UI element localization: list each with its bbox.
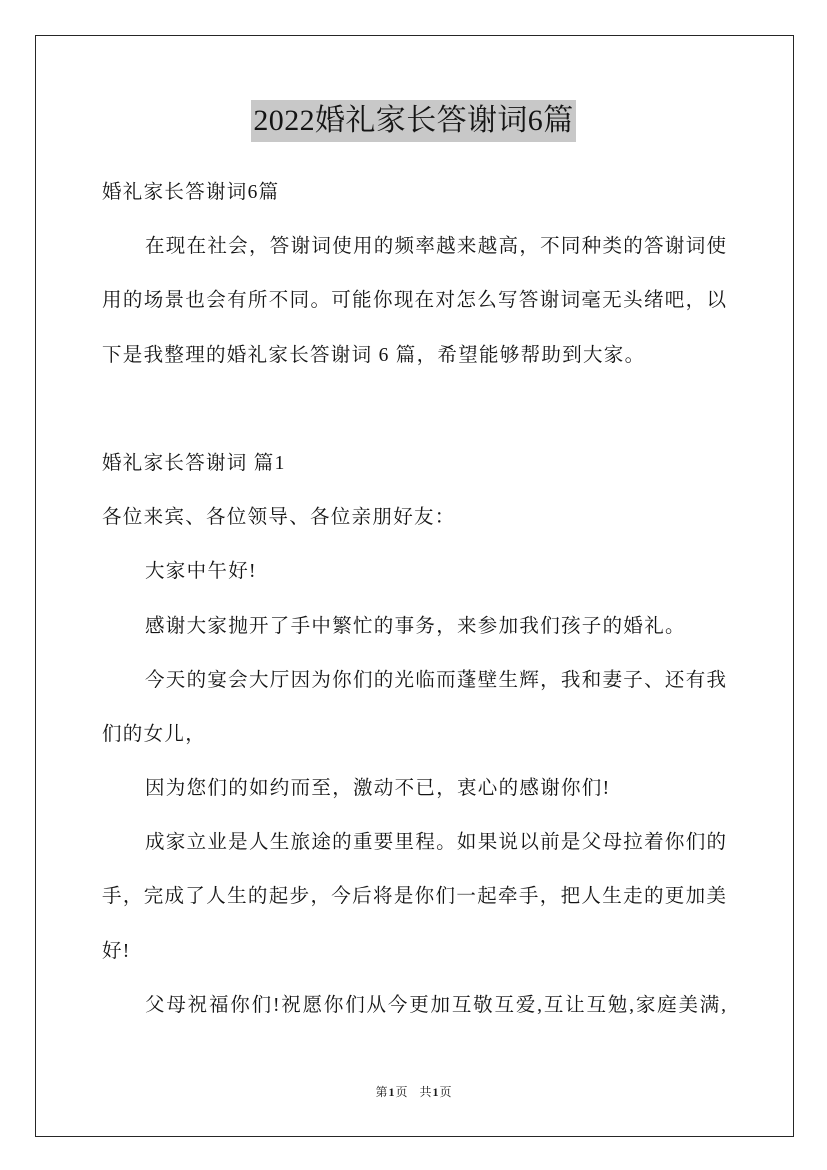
document-title: 2022婚礼家长答谢词6篇 (251, 100, 575, 142)
intro-line-3: 下是我整理的婚礼家长答谢词 6 篇，希望能够帮助到大家。 (102, 344, 646, 366)
paragraph-blessing: 父母祝福你们!祝愿你们从今更加互敬互爱,互让互勉,家庭美满, (145, 994, 726, 1016)
intro-line-1: 在现在社会，答谢词使用的频率越来越高，不同种类的答谢词使 (145, 236, 726, 258)
intro-line-2: 用的场景也会有所不同。可能你现在对怎么写答谢词毫无头绪吧，以 (102, 290, 726, 312)
paragraph-banquet-line-1: 今天的宴会大厅因为你们的光临而蓬壁生辉，我和妻子、还有我 (145, 669, 726, 691)
document-body (102, 166, 726, 1033)
title-block (0, 100, 827, 142)
paragraph-thanks: 感谢大家抛开了手中繁忙的事务，来参加我们孩子的婚礼。 (145, 615, 686, 637)
page-footer (0, 1083, 827, 1101)
footer-current-post: 页 (395, 1085, 408, 1099)
greeting: 大家中午好! (145, 561, 257, 583)
document-heading: 婚礼家长答谢词6篇 (102, 182, 280, 203)
salutation: 各位来宾、各位领导、各位亲朋好友： (102, 507, 456, 529)
footer-total-pre: 共 (419, 1085, 432, 1099)
paragraph-arrival: 因为您们的如约而至，激动不已，衷心的感谢你们! (145, 778, 611, 800)
paragraph-milestone-line-1: 成家立业是人生旅途的重要里程。如果说以前是父母拉着你们的 (145, 832, 726, 854)
blank-line (102, 383, 726, 437)
paragraph-banquet-line-2: 们的女儿， (102, 723, 207, 745)
paragraph-milestone-line-3: 好! (102, 940, 131, 962)
footer-total-post: 页 (439, 1085, 452, 1099)
footer-total-pages: 1 (432, 1085, 439, 1099)
section-title: 婚礼家长答谢词 篇1 (102, 452, 286, 474)
paragraph-milestone-line-2: 手，完成了人生的起步，今后将是你们一起牵手，把人生走的更加美 (102, 886, 726, 908)
footer-current-page: 1 (388, 1085, 395, 1099)
footer-current-pre: 第 (375, 1085, 388, 1099)
